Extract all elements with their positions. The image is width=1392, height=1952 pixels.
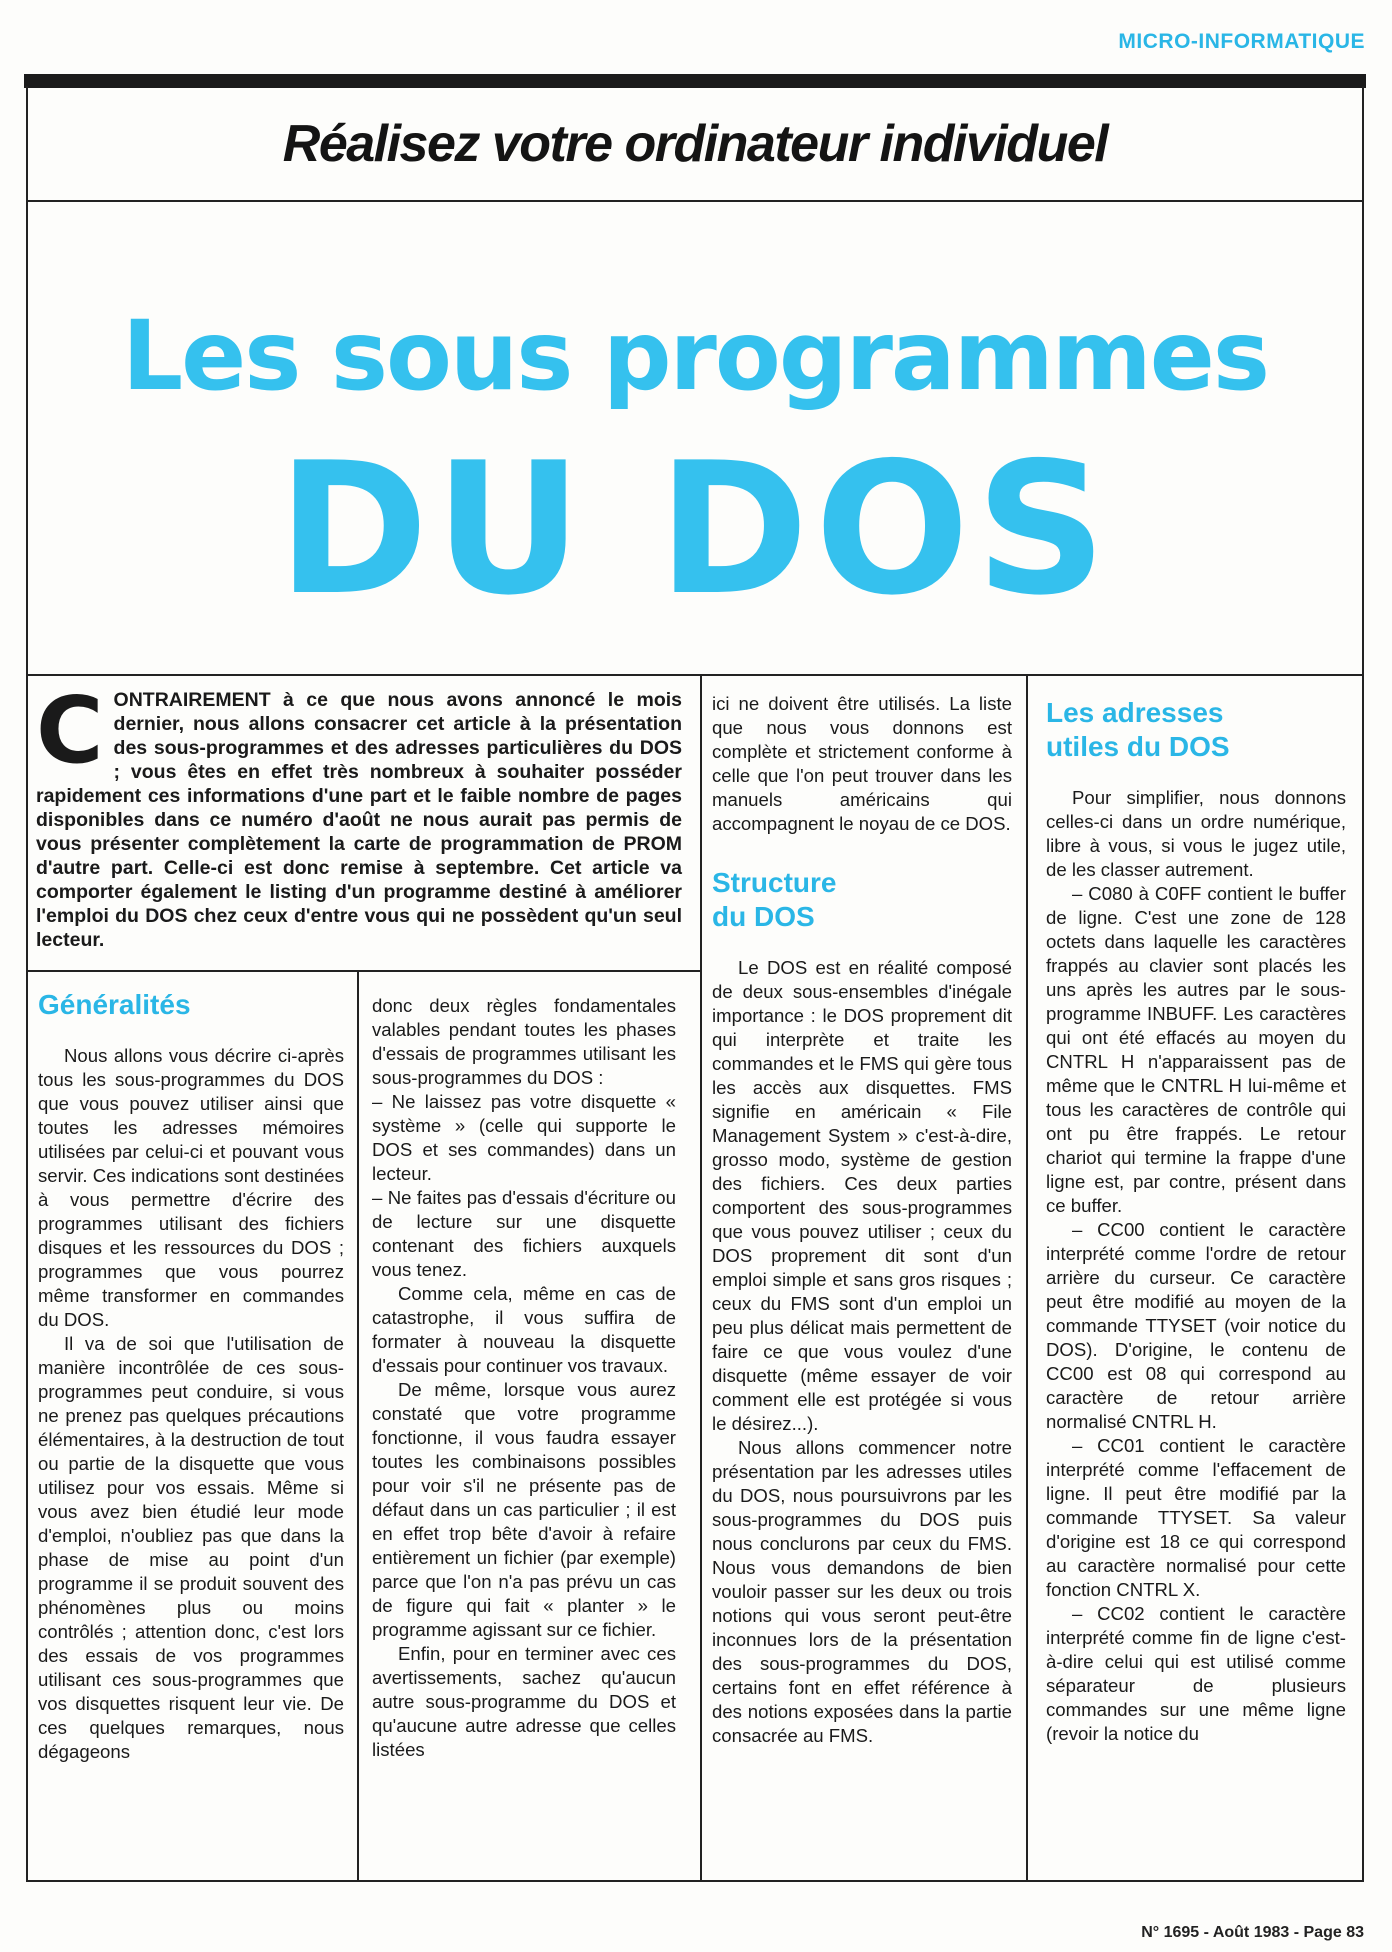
- series-title: Réalisez votre ordinateur individuel: [282, 115, 1108, 173]
- col3-para-2: Nous allons commencer notre présentation par les adresses utiles du DOS, nous poursuivrons par les sous-programmes du DOS puis nous conclurons par ceux du FMS. Nous vous demandons de bien vouloir passer sur les deux ou trois notions qui vous seront peut-être inconnues lors de la présentation des sous-programmes du DOS, certains font en effet référence à des notions exposées dans la partie consacrée au FMS.: [712, 1437, 1012, 1746]
- heading-structure-2: du DOS: [712, 901, 815, 932]
- col2-para-3: – Ne faites pas d'essais d'écriture ou de lecture sur une disquette contenant des fichiers auxquels vous tenez.: [372, 1187, 676, 1280]
- column-4: [1046, 696, 1346, 1746]
- series-banner: [28, 88, 1362, 202]
- column-3: [712, 692, 1012, 1748]
- heading-adresses-2: utiles du DOS: [1046, 731, 1230, 762]
- column-1: [38, 988, 344, 1764]
- article-title-line1: Les sous programmes: [121, 300, 1268, 412]
- col1-para-2: Il va de soi que l'utilisation de manière incontrôlée de ces sous-programmes peut conduire, si vous ne prenez pas quelques précautions élémentaires, à la destruction de tout ou partie de la disquette que vous utilisez pour vos essais. Même si vous avez bien étudié leur mode d'emploi, n'oubliez pas que dans la phase de mise au point d'un programme il se produit souvent des phénomènes plus ou moins contrôlés ; attention donc, c'est lors des essais de vos programmes utilisant ces sous-programmes que vos disquettes risquent leur vie. De ces quelques remarques, nous dégageons: [38, 1333, 344, 1762]
- col3-para-1: Le DOS est en réalité composé de deux sous-ensembles d'inégale importance : le DOS proprement dit qui interprète et traite les commandes et le FMS qui gère tous les accès aux disquettes. FMS signifie en américain « File Management System » c'est-à-dire, grosso modo, système de gestion des fichiers. Ces deux parties comportent des sous-programmes que vous pouvez utiliser ; ceux du DOS proprement dit sont d'un emploi simple et sans gros risques ; ceux du FMS sont d'un emploi un peu plus délicat mais permettent de faire ce que vous voulez d'une disquette (même essayer de voir comment elle est protégée si vous le désirez...).: [712, 957, 1012, 1434]
- col2-para-1: donc deux règles fondamentales valables pendant toutes les phases d'essais de programmes utilisant les sous-programmes du DOS :: [372, 995, 676, 1088]
- column-divider-4: [1026, 676, 1028, 1882]
- heading-generalites: Généralités: [38, 989, 191, 1020]
- heading-structure-1: Structure: [712, 867, 837, 898]
- col4-para-4: – CC01 contient le caractère interprété comme l'effacement de ligne. Il peut être modifié par la commande TTYSET. Sa valeur d'origine est 18 ce qui correspond au caractère normalisé pour cette fonction CNTRL X.: [1046, 1435, 1346, 1600]
- col4-para-1: Pour simplifier, nous donnons celles-ci dans un ordre numérique, libre à vous, si vous le jugez utile, de les classer autrement.: [1046, 787, 1346, 880]
- column-2: [372, 994, 676, 1762]
- col4-para-2: – C080 à C0FF contient le buffer de ligne. C'est une zone de 128 octets dans laquelle les caractères frappés au clavier sont placés les uns après les autres par le sous-programme INBUFF. Les caractères qui ont été effacés au moyen du CNTRL H n'apparaissent pas de même que le CNTRL H lui-même et tous les caractères de contrôle qui ont pu être frappés. Le retour chariot qui termine la frappe d'une ligne est, par contre, présent dans ce buffer.: [1046, 883, 1346, 1216]
- col1-para-1: Nous allons vous décrire ci-après tous les sous-programmes du DOS que vous pouvez utiliser ainsi que toutes les adresses mémoires utilisées par celui-ci et pouvant vous servir. Ces indications sont destinées à vous permettre d'écrire des programmes utilisant des fichiers disques et les ressources du DOS ; programmes que vous pourrez même transformer en commandes du DOS.: [38, 1045, 344, 1330]
- heading-structure: [712, 866, 1012, 934]
- column-divider-2: [357, 972, 359, 1882]
- page-footer: N° 1695 - Août 1983 - Page 83: [1141, 1924, 1364, 1941]
- col2-para-5: De même, lorsque vous aurez constaté que votre programme fonctionne, il vous faudra essayer toutes les combinaisons possibles pour voir s'il ne présente pas de défaut dans un cas particulier ; il est en effet trop bête d'avoir à refaire entièrement un fichier (par exemple) parce que l'on n'a pas prévu un cas de figure qui fait « planter » le programme agissant sur ce fichier.: [372, 1379, 676, 1640]
- intro-text: ONTRAIREMENT à ce que nous avons annoncé le mois dernier, nous allons consacrer cet article à la présentation des sous-programmes et des adresses particulières du DOS ; vous êtes en effet très nombreux à souhaiter posséder rapidement ces informations d'une part et le faible nombre de pages disponibles dans ce numéro d'août ne nous aurait pas permis de vous présenter complètement la carte de programmation de PROM d'autre part. Celle-ci est donc remise à septembre. Cet article va comporter également le listing d'un programme destiné à améliorer l'emploi du DOS chez ceux d'entre vous qui ne possèdent qu'un seul lecteur.: [36, 689, 682, 951]
- col4-para-3: – CC00 contient le caractère interprété comme l'ordre de retour arrière du curseur. Ce caractère peut être modifié au moyen de la commande TTYSET (voir notice du DOS). D'origine, le contenu de CC00 est 08 qui correspond au caractère de retour arrière normalisé CNTRL H.: [1046, 1219, 1346, 1432]
- col2-para-2: – Ne laissez pas votre disquette « système » (celle qui supporte le DOS et ses commandes) dans un lecteur.: [372, 1091, 676, 1184]
- col3-top: ici ne doivent être utilisés. La liste que nous vous donnons est complète et strictement conforme à celle que l'on peut trouver dans les manuels américains qui accompagnent le noyau de ce DOS.: [712, 693, 1012, 834]
- section-kicker: MICRO-INFORMATIQUE: [1118, 30, 1365, 53]
- title-divider: [28, 674, 1362, 676]
- heading-adresses-1: Les adresses: [1046, 697, 1224, 728]
- heading-adresses: [1046, 696, 1346, 764]
- col4-para-5: – CC02 contient le caractère interprété comme fin de ligne c'est-à-dire celui qui est utilisé comme séparateur de plusieurs commandes sur une même ligne (revoir la notice du: [1046, 1603, 1346, 1744]
- col2-para-4: Comme cela, même en cas de catastrophe, il vous suffira de formater à nouveau la disquette d'essais pour continuer vos travaux.: [372, 1283, 676, 1376]
- col2-para-6: Enfin, pour en terminer avec ces avertissements, sachez qu'aucun autre sous-programme du DOS et qu'aucune autre adresse que celles listées: [372, 1643, 676, 1760]
- column-divider-3: [700, 676, 702, 1882]
- drop-cap: C: [36, 677, 104, 784]
- intro-paragraph: [36, 677, 682, 952]
- intro-divider: [28, 970, 700, 972]
- article-title-line2: DU DOS: [277, 423, 1113, 635]
